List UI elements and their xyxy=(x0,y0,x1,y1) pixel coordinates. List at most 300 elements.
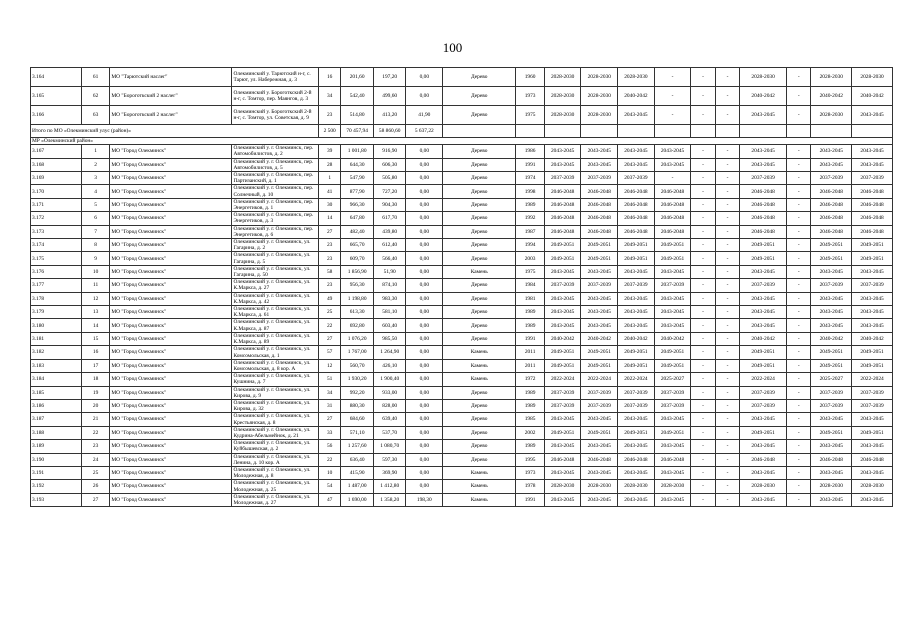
period-cell: - xyxy=(691,279,715,292)
period-cell: - xyxy=(715,413,739,426)
municipality-cell: МО "Город Олекминск" xyxy=(110,158,232,171)
period-cell: 2049-2051 xyxy=(581,239,618,252)
address-cell: Олекминский у. г. Олекминск, ул. К.Маркса, д. 42 xyxy=(232,292,319,305)
row-number-cell: 3.177 xyxy=(31,279,82,292)
table-row xyxy=(31,225,893,238)
address-cell: Олекминский у. г. Олекминск, ул. Молодежная, д. 25 xyxy=(232,480,319,493)
period-cell: - xyxy=(715,319,739,332)
table-row xyxy=(31,279,893,292)
nonliving-area-cell: 0,00 xyxy=(406,466,443,479)
living-area-cell: 1 080,70 xyxy=(373,440,406,453)
wall-material-cell: Дерево xyxy=(443,252,516,265)
year-cell: 1972 xyxy=(516,373,544,386)
living-area-cell: 727,20 xyxy=(373,185,406,198)
row-index-cell: 26 xyxy=(81,480,109,493)
period-cell: - xyxy=(691,68,715,87)
row-index-cell: 17 xyxy=(81,359,109,372)
municipality-cell: МО "Город Олекминск" xyxy=(110,440,232,453)
period-cell: 2037-2039 xyxy=(654,386,691,399)
nonliving-area-cell: 0,00 xyxy=(406,453,443,466)
period-cell: - xyxy=(787,279,811,292)
period-cell: 2028-2030 xyxy=(852,68,893,87)
row-index-cell: 10 xyxy=(81,265,109,278)
row-number-cell: 3.170 xyxy=(31,185,82,198)
municipality-cell: МО "Город Олекминск" xyxy=(110,426,232,439)
period-cell: 2037-2039 xyxy=(811,279,852,292)
address-cell: Олекминский у. г. Олекминск, пер. Солнечный, д. 10 xyxy=(232,185,319,198)
row-number-cell: 3.173 xyxy=(31,225,82,238)
period-cell: 2046-2048 xyxy=(544,225,581,238)
address-cell: Олекминский у. г. Олекминск, ул. Гагарина, д. 2 xyxy=(232,239,319,252)
wall-material-cell: Камень xyxy=(443,359,516,372)
period-cell: 2043-2045 xyxy=(581,306,618,319)
living-area-cell: 639,40 xyxy=(373,413,406,426)
period-cell: 2043-2045 xyxy=(740,106,787,125)
period-cell: 2037-2039 xyxy=(618,172,655,185)
period-cell: 2046-2048 xyxy=(811,212,852,225)
address-cell: Олекминский у. Бороготкский 2-й н-г, с. Томтор, пер. Маянгов, д. 3 xyxy=(232,87,319,106)
year-cell: 1989 xyxy=(516,198,544,211)
address-cell: Олекминский у. г. Олекминск, ул. Молодежная, д. 27 xyxy=(232,493,319,506)
row-number-cell: 3.185 xyxy=(31,386,82,399)
period-cell: - xyxy=(787,87,811,106)
period-cell: 2049-2051 xyxy=(740,426,787,439)
period-cell: 2046-2048 xyxy=(544,185,581,198)
year-cell: 1974 xyxy=(516,172,544,185)
period-cell: - xyxy=(787,493,811,506)
total-area-cell: 201,60 xyxy=(341,68,374,87)
period-cell: 2043-2045 xyxy=(654,265,691,278)
period-cell: - xyxy=(787,359,811,372)
address-cell: Олекминский у. г. Олекминск, ул. К.Маркса, д. 87 xyxy=(232,319,319,332)
period-cell: - xyxy=(654,68,691,87)
nonliving-area-cell: 0,00 xyxy=(406,373,443,386)
living-area-cell: 413,20 xyxy=(373,106,406,125)
period-cell: 2046-2048 xyxy=(581,185,618,198)
year-cell: 1978 xyxy=(516,480,544,493)
wall-material-cell: Камень xyxy=(443,265,516,278)
period-cell: 2049-2051 xyxy=(852,239,893,252)
row-number-cell: 3.191 xyxy=(31,466,82,479)
total-area-cell: 877,90 xyxy=(341,185,374,198)
row-number-cell: 3.186 xyxy=(31,399,82,412)
nonliving-area-cell: 0,00 xyxy=(406,386,443,399)
period-cell: - xyxy=(691,332,715,345)
period-cell: 2037-2039 xyxy=(852,172,893,185)
period-cell: 2043-2045 xyxy=(740,466,787,479)
total-area-cell: 609,70 xyxy=(341,252,374,265)
period-cell: 2043-2045 xyxy=(618,292,655,305)
living-area-cell: 369,90 xyxy=(373,466,406,479)
living-area-cell: 612,40 xyxy=(373,239,406,252)
period-cell: - xyxy=(691,198,715,211)
row-index-cell: 14 xyxy=(81,319,109,332)
period-cell: 2043-2045 xyxy=(544,158,581,171)
wall-material-cell: Дерево xyxy=(443,185,516,198)
period-cell: 2043-2045 xyxy=(544,292,581,305)
address-cell: Олекминский у. г. Олекминск, ул. Молодежная, д. 8 xyxy=(232,466,319,479)
period-cell: 2046-2048 xyxy=(581,198,618,211)
row-index-cell: 63 xyxy=(81,106,109,125)
nonliving-area-cell: 0,00 xyxy=(406,480,443,493)
year-cell: 1985 xyxy=(516,413,544,426)
row-index-cell: 4 xyxy=(81,185,109,198)
period-cell: 2043-2045 xyxy=(654,413,691,426)
period-cell: 2028-2030 xyxy=(852,480,893,493)
period-cell: 2046-2048 xyxy=(618,185,655,198)
period-cell: 2046-2048 xyxy=(852,185,893,198)
period-cell: 2037-2039 xyxy=(581,279,618,292)
address-cell: Олекминский у. г. Олекминск, пер. Энергетиков, д. 3 xyxy=(232,212,319,225)
residents-cell: 57 xyxy=(318,346,340,359)
period-cell: 2028-2030 xyxy=(618,68,655,87)
total-area-cell: 613,30 xyxy=(341,306,374,319)
wall-material-cell: Дерево xyxy=(443,68,516,87)
period-cell: 2046-2048 xyxy=(618,212,655,225)
period-cell: - xyxy=(787,185,811,198)
nonliving-area-cell: 0,00 xyxy=(406,68,443,87)
period-cell: - xyxy=(691,292,715,305)
period-cell: 2046-2048 xyxy=(654,453,691,466)
table-row xyxy=(31,453,893,466)
period-cell: 2043-2045 xyxy=(852,440,893,453)
empty-cell xyxy=(811,125,852,138)
nonliving-area-cell: 0,00 xyxy=(406,292,443,305)
total-nonliving-area-cell: 5 637,22 xyxy=(406,125,443,138)
table-row xyxy=(31,319,893,332)
wall-material-cell: Дерево xyxy=(443,453,516,466)
period-cell: - xyxy=(787,198,811,211)
total-area-cell: 571,10 xyxy=(341,426,374,439)
residents-cell: 1 xyxy=(318,172,340,185)
address-cell: Олекминский у. г. Олекминск, ул. Крестьянская, д. 8 xyxy=(232,413,319,426)
living-area-cell: 933,00 xyxy=(373,386,406,399)
period-cell: 2043-2045 xyxy=(852,319,893,332)
living-area-cell: 617,70 xyxy=(373,212,406,225)
period-cell: 2046-2048 xyxy=(740,212,787,225)
nonliving-area-cell: 0,00 xyxy=(406,413,443,426)
total-area-cell: 560,70 xyxy=(341,359,374,372)
period-cell: - xyxy=(691,145,715,158)
row-number-cell: 3.168 xyxy=(31,158,82,171)
period-cell: - xyxy=(691,453,715,466)
period-cell: 2049-2051 xyxy=(740,252,787,265)
period-cell: 2049-2051 xyxy=(852,359,893,372)
row-index-cell: 18 xyxy=(81,373,109,386)
empty-cell xyxy=(852,125,893,138)
nonliving-area-cell: 0,00 xyxy=(406,145,443,158)
empty-cell xyxy=(715,125,739,138)
period-cell: - xyxy=(715,426,739,439)
residents-cell: 22 xyxy=(318,453,340,466)
period-cell: 2037-2039 xyxy=(544,279,581,292)
residents-cell: 34 xyxy=(318,87,340,106)
period-cell: 2043-2045 xyxy=(811,319,852,332)
row-index-cell: 61 xyxy=(81,68,109,87)
period-cell: 2028-2030 xyxy=(581,68,618,87)
total-label-cell: Итого по МО «Олекминский улус (район)» xyxy=(31,125,319,138)
total-area-cell: 956,30 xyxy=(341,279,374,292)
table-row xyxy=(31,292,893,305)
period-cell: - xyxy=(787,158,811,171)
period-cell: 2049-2051 xyxy=(811,239,852,252)
wall-material-cell: Дерево xyxy=(443,239,516,252)
period-cell: - xyxy=(787,373,811,386)
period-cell: 2037-2039 xyxy=(618,399,655,412)
municipality-cell: МО "Город Олекминск" xyxy=(110,453,232,466)
period-cell: - xyxy=(715,185,739,198)
table-row xyxy=(31,373,893,386)
period-cell: 2043-2045 xyxy=(618,158,655,171)
municipality-cell: МО "Бороготкский 2 наслег" xyxy=(110,106,232,125)
period-cell: 2043-2045 xyxy=(544,319,581,332)
period-cell: - xyxy=(691,172,715,185)
period-cell: 2043-2045 xyxy=(544,145,581,158)
period-cell: 2043-2045 xyxy=(581,413,618,426)
period-cell: 2025-2027 xyxy=(654,373,691,386)
address-cell: Олекминский у. г. Олекминск, ул. Кирова, д. 32 xyxy=(232,399,319,412)
municipality-cell: МО "Город Олекминск" xyxy=(110,332,232,345)
address-cell: Олекминский у. г. Олекминск, ул. К.Маркса, д. 89 xyxy=(232,332,319,345)
period-cell: 2049-2051 xyxy=(618,346,655,359)
table-row xyxy=(31,466,893,479)
table-row xyxy=(31,212,893,225)
table-row xyxy=(31,440,893,453)
period-cell: 2043-2045 xyxy=(811,265,852,278)
period-cell: - xyxy=(691,87,715,106)
period-cell: 2043-2045 xyxy=(654,466,691,479)
wall-material-cell: Дерево xyxy=(443,158,516,171)
living-area-cell: 1 900,40 xyxy=(373,373,406,386)
year-cell: 1981 xyxy=(516,292,544,305)
total-area-cell: 514,80 xyxy=(341,106,374,125)
period-cell: - xyxy=(691,493,715,506)
period-cell: 2043-2045 xyxy=(852,265,893,278)
period-cell: 2028-2030 xyxy=(654,480,691,493)
period-cell: 2025-2027 xyxy=(811,373,852,386)
municipality-cell: МО "Город Олекминск" xyxy=(110,279,232,292)
period-cell: - xyxy=(715,198,739,211)
residents-cell: 14 xyxy=(318,212,340,225)
period-cell: 2046-2048 xyxy=(811,185,852,198)
total-residents-cell: 2 500 xyxy=(318,125,340,138)
row-index-cell: 1 xyxy=(81,145,109,158)
period-cell: - xyxy=(787,239,811,252)
period-cell: 2049-2051 xyxy=(740,346,787,359)
period-cell: - xyxy=(787,426,811,439)
period-cell: 2046-2048 xyxy=(618,225,655,238)
row-index-cell: 24 xyxy=(81,453,109,466)
nonliving-area-cell: 0,00 xyxy=(406,265,443,278)
residents-cell: 49 xyxy=(318,292,340,305)
total-area-cell: 636,40 xyxy=(341,453,374,466)
table-row xyxy=(31,158,893,171)
period-cell: 2046-2048 xyxy=(852,198,893,211)
address-cell: Олекминский у. г. Олекминск, ул. Кудрина-Абельмейнок, д. 21 xyxy=(232,426,319,439)
living-area-cell: 566,40 xyxy=(373,252,406,265)
period-cell: 2043-2045 xyxy=(811,158,852,171)
period-cell: 2049-2051 xyxy=(618,252,655,265)
municipality-cell: МО "Город Олекминск" xyxy=(110,185,232,198)
table-row xyxy=(31,87,893,106)
period-cell: 2037-2039 xyxy=(852,399,893,412)
table-row xyxy=(31,359,893,372)
municipality-cell: МО "Город Олекминск" xyxy=(110,346,232,359)
municipality-cell: МО "Город Олекминск" xyxy=(110,386,232,399)
row-number-cell: 3.188 xyxy=(31,426,82,439)
total-area-cell: 1 690,00 xyxy=(341,493,374,506)
period-cell: 2046-2048 xyxy=(618,198,655,211)
wall-material-cell: Дерево xyxy=(443,212,516,225)
empty-cell xyxy=(443,125,516,138)
living-area-cell: 426,10 xyxy=(373,359,406,372)
period-cell: 2043-2045 xyxy=(544,440,581,453)
period-cell: 2028-2030 xyxy=(740,68,787,87)
residents-cell: 54 xyxy=(318,480,340,493)
living-area-cell: 1 264,90 xyxy=(373,346,406,359)
period-cell: 2049-2051 xyxy=(581,346,618,359)
period-cell: - xyxy=(691,239,715,252)
period-cell: 2049-2051 xyxy=(740,359,787,372)
year-cell: 1984 xyxy=(516,279,544,292)
year-cell: 1986 xyxy=(516,145,544,158)
table-row xyxy=(31,386,893,399)
row-number-cell: 3.179 xyxy=(31,306,82,319)
address-cell: Олекминский у. г. Олекминск, ул. Гагарина, д. 50 xyxy=(232,265,319,278)
total-area-cell: 482,40 xyxy=(341,225,374,238)
period-cell: 2043-2045 xyxy=(581,292,618,305)
row-number-cell: 3.180 xyxy=(31,319,82,332)
period-cell: - xyxy=(715,480,739,493)
period-cell: 2046-2048 xyxy=(811,453,852,466)
period-cell: 2037-2039 xyxy=(618,386,655,399)
period-cell: 2040-2042 xyxy=(852,87,893,106)
living-area-cell: 499,60 xyxy=(373,87,406,106)
table-row xyxy=(31,68,893,87)
period-cell: 2049-2051 xyxy=(852,346,893,359)
period-cell: - xyxy=(787,265,811,278)
year-cell: 2003 xyxy=(516,252,544,265)
municipality-cell: МО "Город Олекминск" xyxy=(110,239,232,252)
total-area-cell: 692,80 xyxy=(341,319,374,332)
period-cell: 2040-2042 xyxy=(544,332,581,345)
period-cell: 2043-2045 xyxy=(618,440,655,453)
municipality-cell: МО "Бороготкский 2 наслег" xyxy=(110,87,232,106)
residents-cell: 58 xyxy=(318,265,340,278)
period-cell: 2043-2045 xyxy=(654,319,691,332)
wall-material-cell: Дерево xyxy=(443,399,516,412)
period-cell: 2049-2051 xyxy=(618,426,655,439)
period-cell: - xyxy=(787,413,811,426)
address-cell: Олекминский у. Бороготкский 2-й н-г, с. Томтор, ул. Советская, д. 9 xyxy=(232,106,319,125)
period-cell: 2049-2051 xyxy=(740,239,787,252)
wall-material-cell: Дерево xyxy=(443,386,516,399)
residents-cell: 27 xyxy=(318,332,340,345)
year-cell: 1975 xyxy=(516,265,544,278)
period-cell: 2028-2030 xyxy=(618,480,655,493)
year-cell: 1991 xyxy=(516,332,544,345)
period-cell: 2043-2045 xyxy=(544,265,581,278)
year-cell: 1987 xyxy=(516,225,544,238)
period-cell: 2043-2045 xyxy=(654,493,691,506)
address-cell: Олекминский у. г. Олекминск, ул. Куйбышевская, д. 2 xyxy=(232,440,319,453)
nonliving-area-cell: 0,00 xyxy=(406,346,443,359)
total-area-cell: 1 076,20 xyxy=(341,332,374,345)
row-number-cell: 3.169 xyxy=(31,172,82,185)
period-cell: 2043-2045 xyxy=(740,493,787,506)
period-cell: - xyxy=(715,373,739,386)
row-number-cell: 3.171 xyxy=(31,198,82,211)
year-cell: 1960 xyxy=(516,68,544,87)
living-area-cell: 916,90 xyxy=(373,145,406,158)
row-number-cell: 3.172 xyxy=(31,212,82,225)
address-cell: Олекминский у. г. Олекминск, ул. Кирова, д. 9 xyxy=(232,386,319,399)
living-area-cell: 51,90 xyxy=(373,265,406,278)
wall-material-cell: Дерево xyxy=(443,413,516,426)
period-cell: 2043-2045 xyxy=(618,466,655,479)
living-area-cell: 828,00 xyxy=(373,399,406,412)
municipality-cell: МО "Город Олекминск" xyxy=(110,198,232,211)
row-number-cell: 3.174 xyxy=(31,239,82,252)
period-cell: 2022-2024 xyxy=(740,373,787,386)
period-cell: 2022-2024 xyxy=(544,373,581,386)
period-cell: 2043-2045 xyxy=(618,265,655,278)
municipality-cell: МО "Город Олекминск" xyxy=(110,466,232,479)
period-cell: - xyxy=(691,265,715,278)
nonliving-area-cell: 0,00 xyxy=(406,252,443,265)
row-index-cell: 9 xyxy=(81,252,109,265)
period-cell: 2049-2051 xyxy=(544,359,581,372)
period-cell: - xyxy=(787,480,811,493)
period-cell: 2028-2030 xyxy=(740,480,787,493)
period-cell: 2037-2039 xyxy=(811,172,852,185)
period-cell: 2046-2048 xyxy=(852,453,893,466)
period-cell: - xyxy=(787,212,811,225)
period-cell: - xyxy=(715,212,739,225)
period-cell: - xyxy=(691,466,715,479)
period-cell: - xyxy=(715,440,739,453)
table-row xyxy=(31,106,893,125)
period-cell: - xyxy=(715,87,739,106)
period-cell: - xyxy=(715,346,739,359)
total-area-cell: 542,40 xyxy=(341,87,374,106)
living-area-cell: 537,70 xyxy=(373,426,406,439)
year-cell: 1973 xyxy=(516,87,544,106)
nonliving-area-cell: 0,00 xyxy=(406,239,443,252)
period-cell: 2028-2030 xyxy=(811,106,852,125)
wall-material-cell: Дерево xyxy=(443,279,516,292)
period-cell: 2046-2048 xyxy=(811,225,852,238)
period-cell: 2043-2045 xyxy=(740,440,787,453)
municipality-cell: МО "Город Олекминск" xyxy=(110,145,232,158)
period-cell: - xyxy=(787,466,811,479)
total-area-cell: 684,60 xyxy=(341,413,374,426)
period-cell: - xyxy=(691,440,715,453)
period-cell: - xyxy=(691,373,715,386)
table-row xyxy=(31,413,893,426)
period-cell: 2043-2045 xyxy=(852,292,893,305)
municipality-cell: МО "Город Олекминск" xyxy=(110,225,232,238)
period-cell: 2049-2051 xyxy=(654,252,691,265)
row-number-cell: 3.167 xyxy=(31,145,82,158)
residents-cell: 56 xyxy=(318,440,340,453)
residents-cell: 34 xyxy=(318,386,340,399)
living-area-cell: 985,50 xyxy=(373,332,406,345)
nonliving-area-cell: 0,00 xyxy=(406,198,443,211)
period-cell: 2043-2045 xyxy=(811,440,852,453)
year-cell: 1989 xyxy=(516,440,544,453)
table-row xyxy=(31,493,893,506)
